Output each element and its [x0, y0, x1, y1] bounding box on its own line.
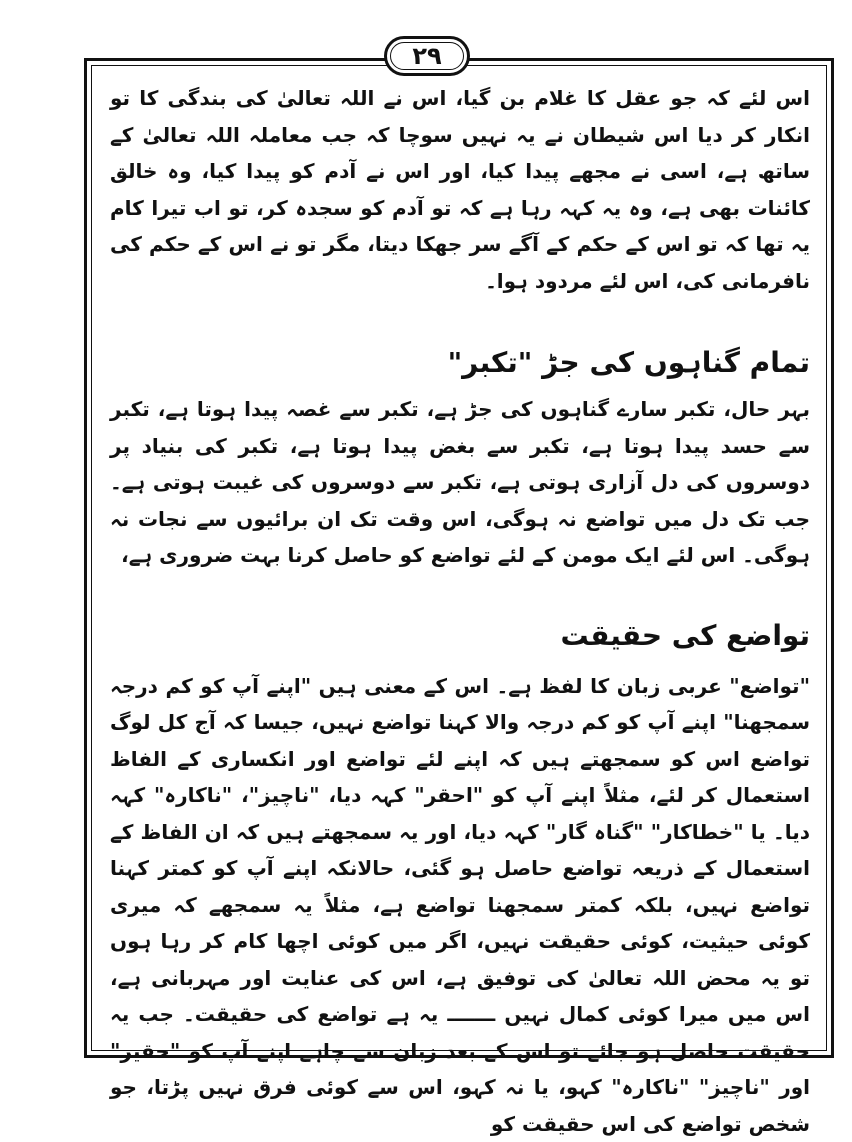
- paragraph-1: اس لئے کہ جو عقل کا غلام بن گیا، اس نے اللہ تعالیٰ کی بندگی کا تو انکار کر دیا اس شیطان نے یہ نہیں سوچا کہ جب معاملہ اللہ تعالیٰ کے ساتھ ہے، اسی نے مجھے پیدا کیا، اور اس نے آدم کو پیدا کیا، وہ خالق کائنات بھی ہے، وہ یہ کہہ رہا ہے کہ تو آدم کو سجدہ کر، تو اب تیرا کام یہ تھا کہ تو اس کے حکم کے آگے سر جھکا دیتا، مگر تو نے اس کے حکم کی نافرمانی کی، اس لئے مردود ہوا۔: [110, 80, 810, 299]
- page-number-badge: [384, 36, 470, 76]
- paragraph-2: بہر حال، تکبر سارے گناہوں کی جڑ ہے، تکبر سے غصہ پیدا ہوتا ہے، تکبر سے حسد پیدا ہوتا ہے، تکبر سے بغض پیدا ہوتا ہے، تکبر کی بنیاد پر دوسروں کی دل آزاری ہوتی ہے، تکبر سے دوسروں کی غیبت ہوتی ہے۔ جب تک دل میں تواضع نہ ہوگی، اس وقت تک ان برائیوں سے نجات نہ ہوگی۔ اس لئے ایک مومن کے لئے تواضع کو حاصل کرنا بہت ضروری ہے،: [110, 391, 810, 574]
- page-number: ۲۹: [412, 42, 441, 70]
- page-content: [110, 80, 810, 1142]
- section-heading-takabbur: تمام گناہوں کی جڑ "تکبر": [110, 341, 810, 385]
- paragraph-3: "تواضع" عربی زبان کا لفظ ہے۔ اس کے معنی ہیں "اپنے آپ کو کم درجہ سمجھنا" اپنے آپ کو کم درجہ والا کہنا تواضع نہیں، جیسا کہ آج کل لوگ تواضع اس کو سمجھتے ہیں کہ اپنے لئے تواضع اور انکساری کے الفاظ استعمال کر لئے، مثلاً اپنے آپ کو "احقر" کہہ دیا، "ناچیز"، "ناکارہ" کہہ دیا۔ یا "خطاکار" "گناہ گار" کہہ دیا، اور یہ سمجھتے ہیں کہ ان الفاظ کے استعمال کے ذریعہ تواضع حاصل ہو گئی، حالانکہ اپنے آپ کو کمتر کہنا تواضع نہیں، بلکہ کمتر سمجھنا تواضع ہے، مثلاً یہ سمجھے کہ میری کوئی حیثیت، کوئی حقیقت نہیں، اگر میں کوئی اچھا کام کر رہا ہوں تو یہ محض اللہ تعالیٰ کی توفیق ہے، اس کی عنایت اور مہربانی ہے، اس میں میرا کوئی کمال نہیں ـــــــ یہ ہے تواضع کی حقیقت۔ جب یہ حقیقت حاصل ہو جائے تو اس کے بعد زبان سے چاہے اپنے آپ کو "حقیر" اور "ناچیز" "ناکارہ" کہو، یا نہ کہو، اس سے کوئی فرق نہیں پڑتا، جو شخص تواضع کی اس حقیقت کو: [110, 668, 810, 1142]
- section-heading-tawazu: تواضع کی حقیقت: [110, 614, 810, 658]
